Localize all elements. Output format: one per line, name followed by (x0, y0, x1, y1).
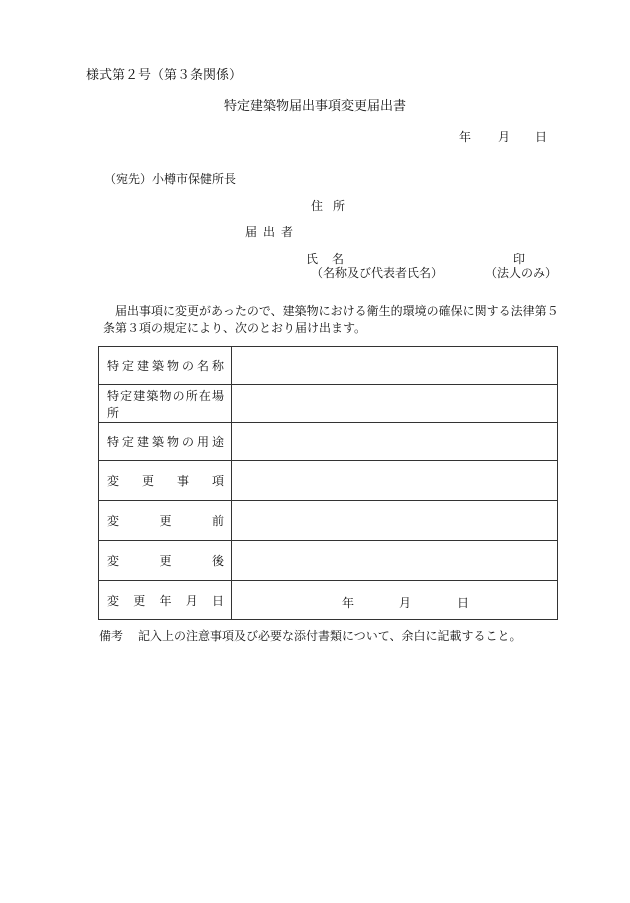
row-label-cell (99, 347, 232, 385)
remarks-label: 備考 (99, 629, 124, 643)
row-label-cell (99, 541, 232, 581)
statement-text: 届出事項に変更があったので、建築物における衛生的環境の確保に関する法律第５条第３項の規定により、次のとおり届け出ます。 (103, 304, 559, 335)
table-row (99, 461, 558, 501)
submission-date-year-label: 年 (459, 130, 472, 144)
address-label: 住所 (311, 199, 356, 213)
row-label: 特定建築物の用途 (107, 435, 224, 449)
row-label: 特定建築物の所在場所 (107, 388, 224, 420)
after-change-field[interactable] (232, 541, 558, 581)
name-label: 氏名 (306, 252, 359, 266)
document-title: 特定建築物届出事項変更届出書 (223, 99, 406, 114)
change-date-month-label: 月 (399, 596, 412, 610)
table-row (99, 541, 558, 581)
table-row (99, 347, 558, 385)
before-change-field[interactable] (232, 501, 558, 541)
seal-note: （法人のみ） (485, 266, 558, 280)
building-use-field[interactable] (232, 423, 558, 461)
building-name-field[interactable] (232, 347, 558, 385)
form-number: 様式第２号（第３条関係） (86, 68, 243, 83)
row-label: 特定建築物の名称 (107, 359, 224, 373)
change-date-day-label: 日 (457, 596, 470, 610)
table-row (99, 501, 558, 541)
table-row (99, 385, 558, 423)
seal-label: 印 (513, 252, 526, 266)
row-label-cell (99, 461, 232, 501)
building-location-field[interactable] (232, 385, 558, 423)
row-label-cell (99, 581, 232, 620)
row-label-cell (99, 501, 232, 541)
addressee: （宛先）小樽市保健所長 (104, 172, 237, 186)
change-date-year-label: 年 (342, 596, 355, 610)
applicant-label: 届出者 (245, 225, 300, 239)
table-row (99, 581, 558, 620)
submission-date-month-label: 月 (498, 130, 511, 144)
submission-date-day-label: 日 (535, 130, 548, 144)
row-label: 変更前 (107, 514, 224, 528)
row-label: 変更後 (107, 554, 224, 568)
table-row (99, 423, 558, 461)
change-date-field[interactable] (232, 581, 558, 620)
row-label: 変更年月日 (107, 593, 224, 608)
change-item-field[interactable] (232, 461, 558, 501)
remarks-text: 記入上の注意事項及び必要な添付書類について、余白に記載すること。 (138, 629, 522, 643)
row-label: 変更事項 (107, 474, 224, 488)
row-label-cell (99, 385, 232, 423)
name-note: （名称及び代表者氏名） (311, 266, 444, 280)
change-details-table (98, 346, 558, 620)
row-label-cell (99, 423, 232, 461)
